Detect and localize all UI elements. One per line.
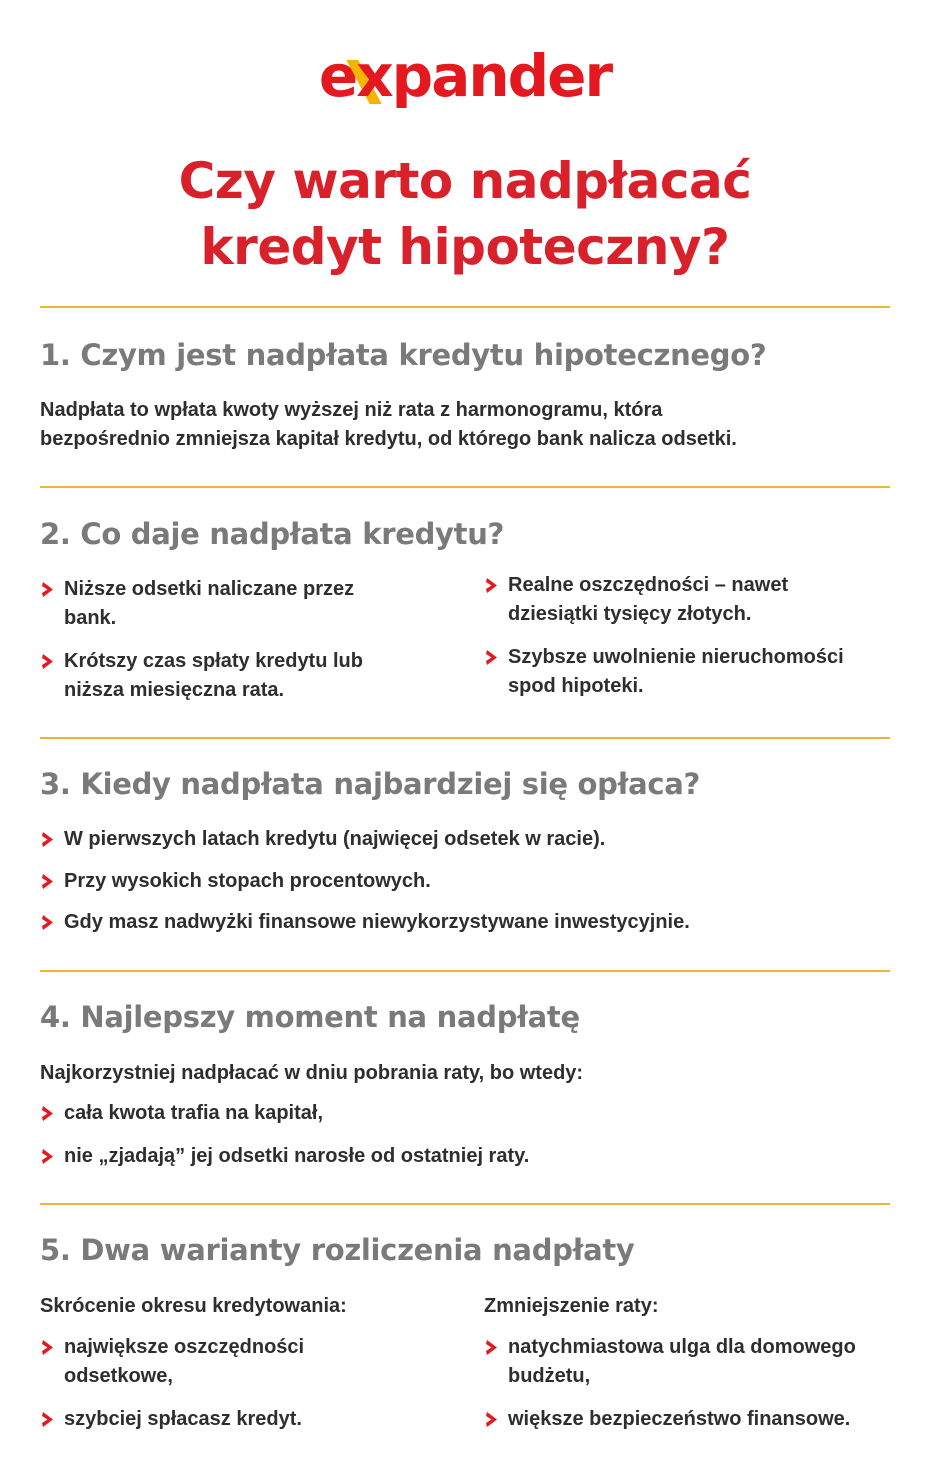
- logo-text-pander: pander: [391, 42, 612, 110]
- chevron-right-icon: [486, 1340, 497, 1355]
- section-1-paragraph: [40, 396, 737, 454]
- section-2-benefit-item: [40, 575, 440, 633]
- logo-text-e: e: [318, 42, 357, 110]
- item-line2: spod hipoteki.: [508, 675, 644, 697]
- section-3-list-item: [40, 825, 900, 854]
- chevron-right-icon: [42, 582, 53, 597]
- item-line1: większe bezpieczeństwo finansowe.: [508, 1408, 851, 1430]
- chevron-right-icon: [42, 1106, 53, 1121]
- item-text: nie „zjadają” jej odsetki narosłe od ostatniej raty.: [64, 1145, 530, 1167]
- section-5-left-subheading: Skrócenie okresu kredytowania:: [40, 1295, 347, 1317]
- chevron-right-icon: [486, 578, 497, 593]
- section-3-list-item: [40, 908, 900, 937]
- item-line1: Niższe odsetki naliczane przez: [64, 578, 355, 600]
- section-1-heading: 1. Czym jest nadpłata kredytu hipotecznego?: [40, 338, 767, 372]
- item-line2: niższa miesięczna rata.: [64, 679, 285, 701]
- section-divider: [40, 970, 890, 972]
- section-3-heading: 3. Kiedy nadpłata najbardziej się opłaca?: [40, 767, 701, 801]
- item-text: Przy wysokich stopach procentowych.: [64, 870, 431, 892]
- section-2-benefit-item: [484, 571, 904, 629]
- section-5-left-item: [40, 1333, 460, 1391]
- logo-text-x: x: [356, 42, 392, 110]
- chevron-right-icon: [42, 915, 53, 930]
- item-line1: natychmiastowa ulga dla domowego: [508, 1336, 856, 1358]
- logo-x-mark: [356, 40, 391, 112]
- section-1-paragraph-line2: bezpośrednio zmniejsza kapitał kredytu, od którego bank nalicza odsetki.: [40, 428, 737, 450]
- item-line2: bank.: [64, 607, 117, 629]
- item-line2: dziesiątki tysięcy złotych.: [508, 603, 752, 625]
- section-5-right-item: [484, 1333, 914, 1391]
- expander-logo: [0, 40, 930, 112]
- section-4-list-item: [40, 1099, 900, 1128]
- logo-wordmark: [319, 42, 611, 110]
- item-line1: szybciej spłacasz kredyt.: [64, 1408, 302, 1430]
- section-2-benefit-item: [484, 643, 904, 701]
- section-5-right-item: [484, 1405, 914, 1434]
- section-divider: [40, 306, 890, 308]
- section-3-list-item: [40, 867, 900, 896]
- item-line2: odsetkowe,: [64, 1365, 173, 1387]
- chevron-right-icon: [42, 654, 53, 669]
- chevron-right-icon: [42, 1340, 53, 1355]
- section-5-right-subheading: Zmniejszenie raty:: [484, 1295, 659, 1317]
- page-title-line1: Czy warto nadpłacać: [178, 152, 752, 210]
- chevron-right-icon: [42, 1149, 53, 1164]
- section-4-heading: 4. Najlepszy moment na nadpłatę: [40, 1000, 580, 1034]
- section-2-heading: 2. Co daje nadpłata kredytu?: [40, 517, 505, 551]
- item-line2: budżetu,: [508, 1365, 591, 1387]
- item-text: cała kwota trafia na kapitał,: [64, 1102, 323, 1124]
- page-title-line2: kredyt hipoteczny?: [200, 218, 730, 276]
- chevron-right-icon: [42, 832, 53, 847]
- section-5-heading: 5. Dwa warianty rozliczenia nadpłaty: [40, 1233, 635, 1267]
- item-line1: Realne oszczędności – nawet: [508, 574, 789, 596]
- section-divider: [40, 737, 890, 739]
- section-5-left-item: [40, 1405, 460, 1434]
- page-title: [0, 148, 930, 280]
- chevron-right-icon: [486, 1412, 497, 1427]
- chevron-right-icon: [42, 874, 53, 889]
- section-divider: [40, 486, 890, 488]
- item-line1: największe oszczędności: [64, 1336, 305, 1358]
- section-4-list-item: [40, 1142, 900, 1171]
- item-text: W pierwszych latach kredytu (najwięcej odsetek w racie).: [64, 828, 606, 850]
- chevron-right-icon: [42, 1412, 53, 1427]
- chevron-right-icon: [486, 650, 497, 665]
- section-4-intro: Najkorzystniej nadpłacać w dniu pobrania raty, bo wtedy:: [40, 1062, 584, 1084]
- item-text: Gdy masz nadwyżki finansowe niewykorzystywane inwestycyjnie.: [64, 911, 690, 933]
- item-line1: Krótszy czas spłaty kredytu lub: [64, 650, 363, 672]
- section-divider: [40, 1203, 890, 1205]
- section-1-paragraph-line1: Nadpłata to wpłata kwoty wyższej niż rata z harmonogramu, która: [40, 399, 663, 421]
- section-2-benefit-item: [40, 647, 440, 705]
- item-line1: Szybsze uwolnienie nieruchomości: [508, 646, 844, 668]
